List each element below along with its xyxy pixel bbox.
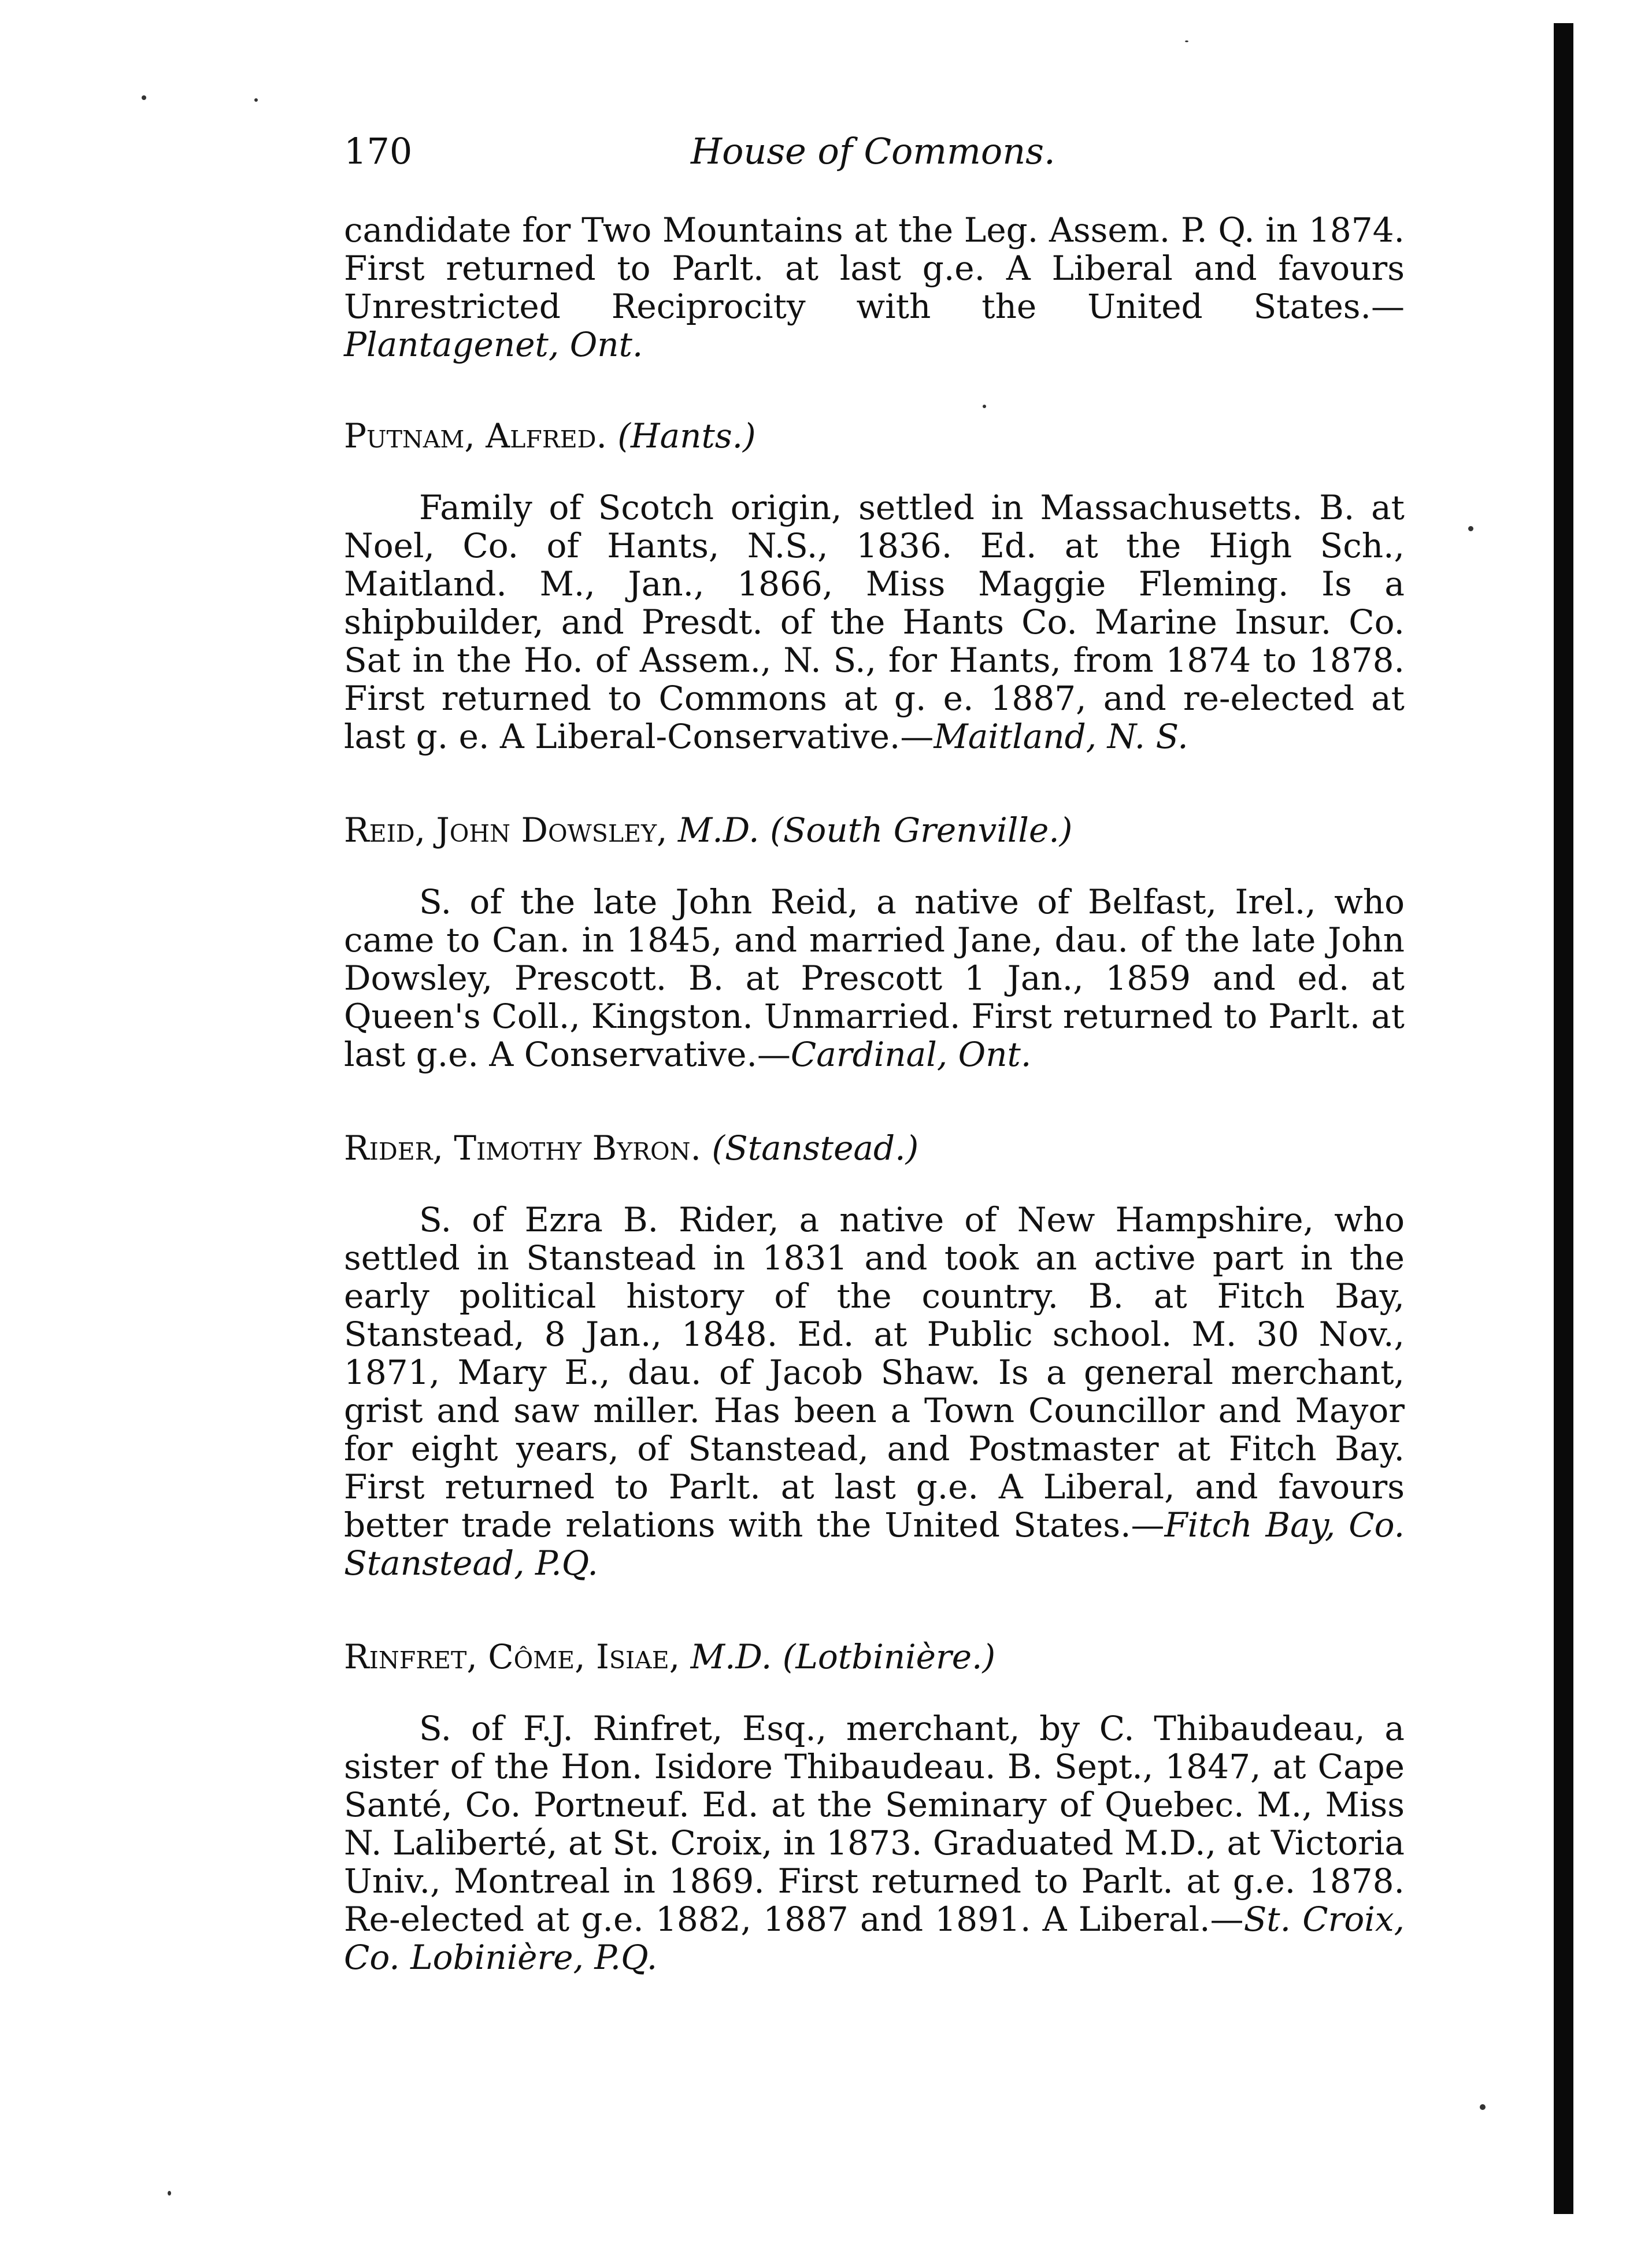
binding-edge — [1554, 23, 1573, 2214]
entry-heading-rinfret — [344, 1638, 1405, 1676]
page-header — [344, 130, 1402, 182]
scan-speck — [168, 2191, 171, 2196]
bio-address: Cardinal, Ont. — [790, 1035, 1032, 1074]
bio-address: Maitland, N. S. — [934, 717, 1188, 756]
entry-bio-rinfret — [344, 1709, 1405, 1976]
page-body — [344, 211, 1405, 2032]
member-name: Reid, John Dowsley, — [344, 810, 668, 850]
member-title: M.D. — [677, 810, 760, 850]
scan-speck — [1480, 2104, 1486, 2110]
entry-bio-rider — [344, 1201, 1405, 1582]
scan-speck — [1185, 40, 1188, 42]
bio-text: Family of Scotch origin, settled in Massachusetts. B. at Noel, Co. of Hants, N.S., 1836. Ed. at the High Sch., Maitland. M., Jan., 1866, Miss Maggie Fleming. Is a shipbuilder, and Presdt. of the Hants Co. Marine Insur. Co. Sat in the Ho. of Assem., N. S., for Hants, from 1874 to 1878. First returned to Commons at g. e. 1887, and re-elected at last g. e. A Liberal-Conservative.— — [344, 488, 1405, 756]
member-constituency: (Hants.) — [617, 416, 756, 456]
continuation-address: Plantagenet, Ont. — [344, 325, 643, 364]
scan-speck — [254, 98, 258, 102]
entry-heading-putnam — [344, 417, 1405, 455]
bio-text: S. of F.J. Rinfret, Esq., merchant, by C. Thibaudeau, a sister of the Hon. Isidore Thibaudeau. B. Sept., 1847, at Cape Santé, Co. Portneuf. Ed. at the Seminary of Quebec. M., Miss N. Laliberté, at St. Croix, in 1873. Graduated M.D., at Victoria Univ., Montreal in 1869. First returned to Parlt. at g.e. 1878. Re-elected at g.e. 1882, 1887 and 1891. A Liberal.— — [344, 1709, 1405, 1939]
entry-bio-reid — [344, 883, 1405, 1073]
continuation-text: candidate for Two Mountains at the Leg. Assem. P. Q. in 1874. First returned to Parlt. at last g.e. A Liberal and favours Unrestricted Reciprocity with the United States.— — [344, 210, 1405, 326]
page-number: 170 — [344, 130, 413, 172]
continuation-paragraph — [344, 211, 1405, 364]
bio-address: Fitch Bay, Co. Stanstead, P.Q. — [344, 1505, 1405, 1583]
member-constituency: (Stanstead.) — [712, 1128, 919, 1168]
entry-bio-putnam — [344, 488, 1405, 756]
running-head: House of Commons. — [691, 130, 1055, 172]
scan-speck — [1468, 526, 1473, 531]
member-name: Rinfret, Côme, Isiae, — [344, 1637, 680, 1676]
member-constituency: (South Grenville.) — [770, 810, 1073, 850]
scan-speck — [983, 405, 986, 408]
entry-heading-reid — [344, 811, 1405, 849]
bio-address: St. Croix, Co. Lobinière, P.Q. — [344, 1900, 1405, 1977]
member-name: Putnam, Alfred. — [344, 416, 607, 456]
scan-speck — [142, 95, 146, 100]
member-title: M.D. — [690, 1637, 772, 1676]
entry-heading-rider — [344, 1129, 1405, 1167]
member-name: Rider, Timothy Byron. — [344, 1128, 701, 1168]
member-constituency: (Lotbinière.) — [782, 1637, 996, 1676]
bio-text: S. of Ezra B. Rider, a native of New Hampshire, who settled in Stanstead in 1831 and took an active part in the early political history of the country. B. at Fitch Bay, Stanstead, 8 Jan., 1848. Ed. at Public school. M. 30 Nov., 1871, Mary E., dau. of Jacob Shaw. Is a general merchant, grist and saw miller. Has been a Town Councillor and Mayor for eight years, of Stanstead, and Postmaster at Fitch Bay. First returned to Parlt. at last g.e. A Liberal, and favours better trade relations with the United States.— — [344, 1200, 1405, 1545]
bio-text: S. of the late John Reid, a native of Belfast, Irel., who came to Can. in 1845, and married Jane, dau. of the late John Dowsley, Prescott. B. at Prescott 1 Jan., 1859 and ed. at Queen's Coll., Kingston. Unmarried. First returned to Parlt. at last g.e. A Conservative.— — [344, 882, 1405, 1074]
